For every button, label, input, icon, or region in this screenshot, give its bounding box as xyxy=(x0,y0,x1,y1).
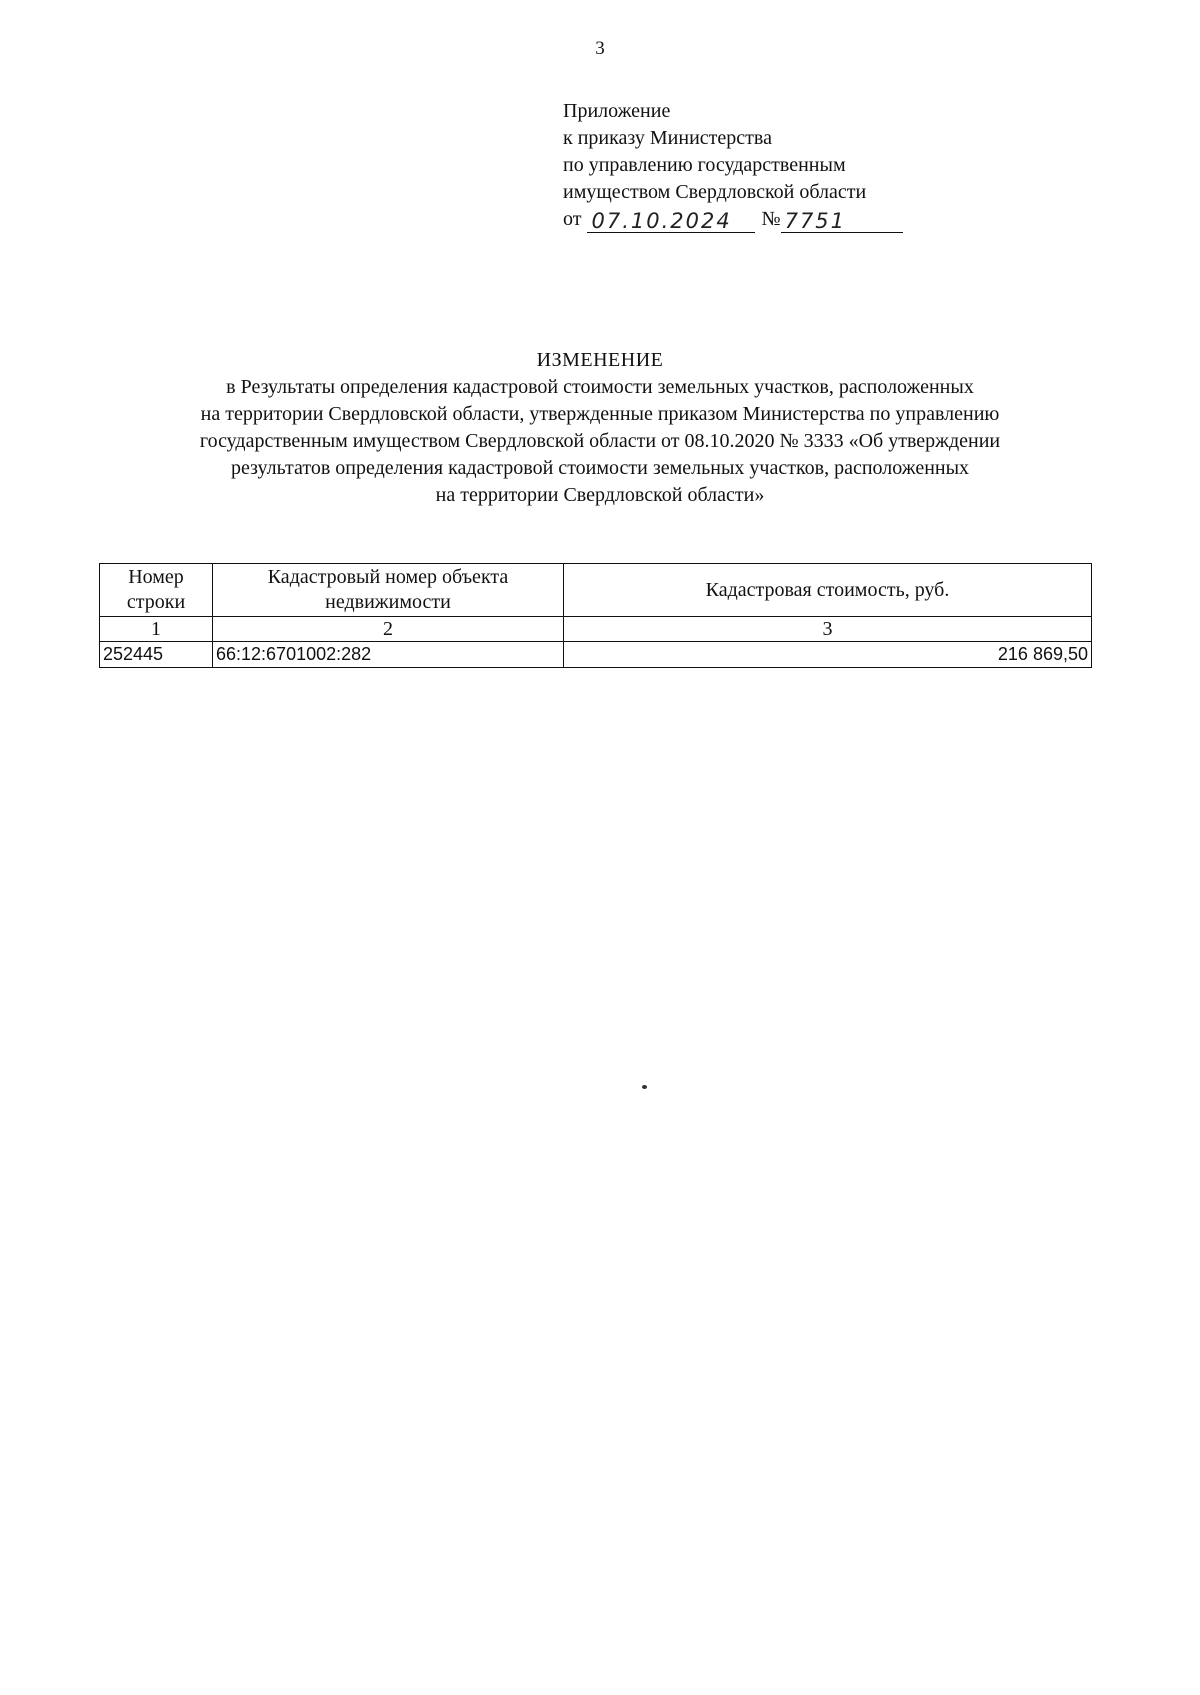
annex-line-3: по управлению государственным xyxy=(563,154,846,176)
document-subtitle xyxy=(0,374,1200,509)
header-cadastral-number-line-2: недвижимости xyxy=(325,591,451,613)
date-prefix: от xyxy=(563,208,582,230)
annex-line-1: Приложение xyxy=(563,100,671,122)
header-row-number-line-1: Номер xyxy=(128,566,184,588)
annex-line-4: имуществом Свердловской области xyxy=(563,181,867,203)
cell-cadastral-number: 66:12:6701002:282 xyxy=(213,642,564,668)
handwritten-date: 07.10.2024 xyxy=(587,210,755,233)
cell-cadastral-value: 216 869,50 xyxy=(564,642,1092,668)
annex-line-2: к приказу Министерства xyxy=(563,127,772,149)
number-prefix: № xyxy=(761,208,781,230)
document-title: ИЗМЕНЕНИЕ xyxy=(536,349,664,371)
cadastral-value-table xyxy=(99,563,1092,668)
header-cadastral-number xyxy=(213,564,564,617)
subtitle-line-3: государственным имуществом Свердловской области от 08.10.2020 № 3333 «Об утверждении xyxy=(199,430,1001,452)
table-header-row xyxy=(100,564,1092,617)
subtitle-line-5: на территории Свердловской области» xyxy=(435,484,765,506)
index-cell-2: 2 xyxy=(213,617,564,642)
annex-date-number xyxy=(563,206,903,233)
cell-row-number: 252445 xyxy=(100,642,213,668)
page-number: 3 xyxy=(595,38,605,59)
handwritten-number: 7751 xyxy=(781,210,903,233)
subtitle-line-4: результатов определения кадастровой стоимости земельных участков, расположенных xyxy=(230,457,970,479)
index-cell-3: 3 xyxy=(564,617,1092,642)
header-row-number xyxy=(100,564,213,617)
document-heading xyxy=(0,346,1200,509)
index-cell-1: 1 xyxy=(100,617,213,642)
scan-speck xyxy=(642,1085,647,1089)
header-cadastral-value: Кадастровая стоимость, руб. xyxy=(564,564,1092,617)
header-cadastral-number-line-1: Кадастровый номер объекта xyxy=(267,566,509,588)
subtitle-line-1: в Результаты определения кадастровой стоимости земельных участков, расположенных xyxy=(226,376,974,398)
header-row-number-line-2: строки xyxy=(126,591,186,613)
table-index-row xyxy=(100,617,1092,642)
table-row xyxy=(100,642,1092,668)
annex-block xyxy=(563,98,903,233)
subtitle-line-2: на территории Свердловской области, утвержденные приказом Министерства по управлению xyxy=(200,403,1000,425)
